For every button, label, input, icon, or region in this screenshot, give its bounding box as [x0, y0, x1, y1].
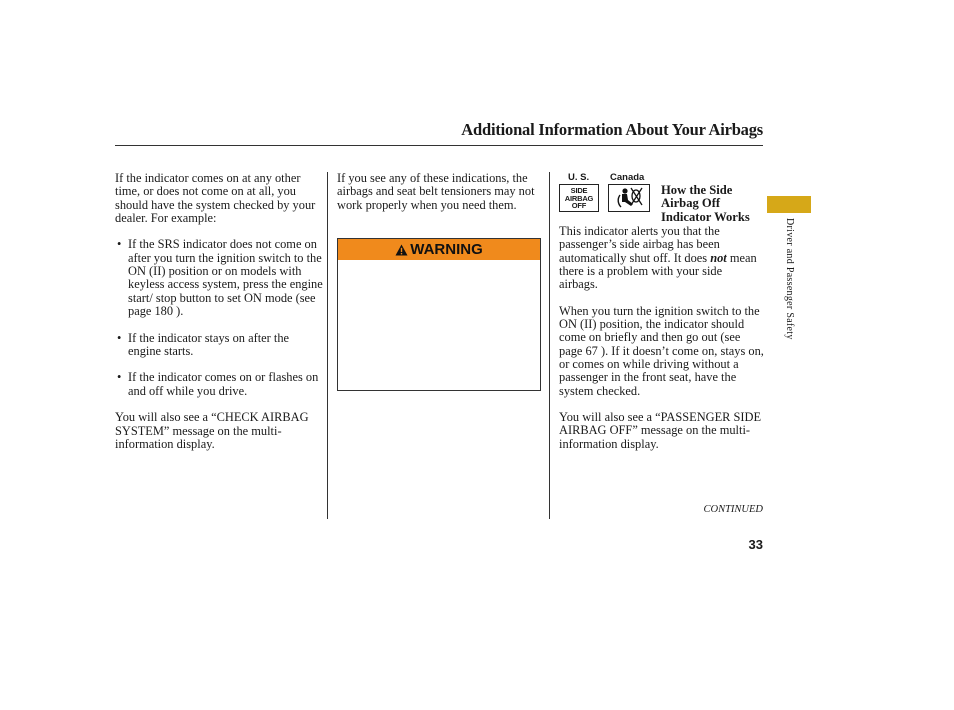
warning-triangle-icon — [395, 241, 408, 262]
list-item: • If the indicator comes on or flashes on and off while you drive. — [115, 371, 325, 398]
column-1 — [115, 172, 325, 451]
column-divider-1 — [327, 172, 328, 519]
section-tab — [767, 196, 811, 213]
side-airbag-indicator-heading: How the Side Airbag Off Indicator Works — [661, 183, 750, 224]
col1-outro: You will also see a “CHECK AIRBAG SYSTEM” message on the multi-information display. — [115, 410, 309, 451]
us-icon-line: AIRBAG — [564, 193, 594, 203]
list-item: • If the SRS indicator does not come on after you turn the ignition switch to the ON (II) position or on models with keyless access system, press the engine start/ stop button to set ON mode (see page 180 ). — [115, 238, 325, 318]
indicator-bullet-list — [115, 238, 325, 398]
page-number: 33 — [748, 537, 763, 552]
col3-paragraph-2: When you turn the ignition switch to the ON (II) position, the indicator should come on briefly and then go out (see page 67 ). If it doesn’t come on, stays on, or comes on while driving without a passenger in the front seat, have the system checked. — [559, 303, 764, 398]
col2-intro: If you see any of these indications, the airbags and seat belt tensioners may not work properly when you need them. — [337, 171, 535, 212]
column-3 — [559, 225, 764, 451]
warning-header — [338, 239, 540, 260]
page-title: Additional Information About Your Airbags — [461, 120, 763, 139]
column-divider-2 — [549, 172, 550, 519]
list-item: • If the indicator stays on after the engine starts. — [115, 332, 325, 359]
col1-intro: If the indicator comes on at any other time, or does not come on at all, you should have the system checked by your dealer. For example: — [115, 171, 316, 225]
side-airbag-off-indicator-icon — [559, 184, 599, 212]
continued-label: CONTINUED — [703, 504, 763, 515]
col3-paragraph-3: You will also see a “PASSENGER SIDE AIRBAG OFF” message on the multi-information display. — [559, 410, 762, 451]
canada-label: Canada — [610, 172, 645, 183]
col3-paragraph-1 — [559, 225, 764, 291]
col3-p1-text: This indicator alerts you that the passenger’s side airbag has been automatically shut off. It does — [559, 224, 720, 265]
col3-p1-text: mean there is a problem with your side airbags. — [559, 250, 757, 292]
passenger-airbag-off-icon — [608, 184, 650, 212]
section-tab-label: Driver and Passenger Safety — [784, 218, 795, 340]
warning-label: WARNING — [410, 241, 483, 258]
col3-p1-emphasis: not — [710, 250, 727, 265]
us-icon-line: OFF — [571, 201, 587, 211]
us-label: U. S. — [568, 172, 590, 183]
warning-box — [337, 238, 541, 391]
us-icon-line: SIDE — [570, 186, 588, 195]
column-2 — [337, 172, 542, 212]
title-rule — [115, 145, 763, 146]
